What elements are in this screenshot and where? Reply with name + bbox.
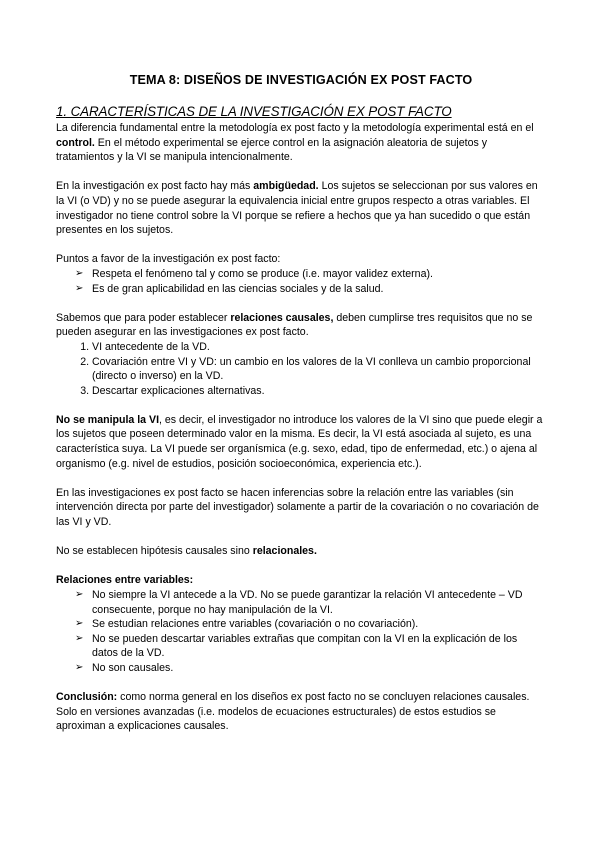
list-item: 3. Descartar explicaciones alternativas. xyxy=(92,384,546,399)
list-item-text: No siempre la VI antecede a la VD. No se puede garantizar la relación VI antecedente – VD consecuente, porque no hay manipulación de la VI. xyxy=(92,589,523,616)
text: En la investigación ex post facto hay más xyxy=(56,180,254,193)
list-item-text: No se pueden descartar variables extrañas que compitan con la VI en la explicación de los datos de la VD. xyxy=(92,632,518,660)
arrow-bullet-icon: ➢ xyxy=(75,618,84,630)
bold-text: Relaciones entre variables: xyxy=(56,574,194,587)
paragraph-control xyxy=(56,121,546,165)
bold-text: relaciones causales, xyxy=(230,311,334,324)
arrow-bullet-icon: ➢ xyxy=(75,661,84,673)
list-item xyxy=(75,632,546,661)
section-heading: 1. CARACTERÍSTICAS DE LA INVESTIGACIÓN EX POST FACTO xyxy=(56,104,452,119)
paragraph-ambiguity xyxy=(56,179,546,237)
paragraph-no-manipulation xyxy=(56,413,546,471)
bold-text: relacionales. xyxy=(252,545,317,558)
text: Sabemos que para poder establecer xyxy=(56,311,231,324)
text: La diferencia fundamental entre la metodología ex post facto y la metodología experimental está en el xyxy=(56,122,534,134)
list-item xyxy=(75,267,546,282)
list-item: 1. VI antecedente de la VD. xyxy=(92,340,546,355)
list-item-text: No son causales. xyxy=(92,661,174,674)
text: , es decir, el investigador no introduce los valores de la VI sino que puede elegir a los sujetos que poseen determinado valor en la misma. Es decir, la VI está asociada al sujeto, es una característica suya. La VI puede ser organísmica (e.g. sexo, edad, tipo de enfermedad, etc.) o ajena al organismo (e.g. nivel de estudios, posición socioeconómica, experiencia etc.). xyxy=(56,413,543,470)
paragraph-causal xyxy=(56,311,546,340)
text: como norma general en los diseños ex post facto no se concluyen relaciones causales. Solo en versiones avanzadas (i.e. modelos de ecuaciones estructurales) de estos estudios se aproximan a explicaciones causales. xyxy=(56,691,530,733)
causal-requirements-list xyxy=(56,340,546,398)
bold-text: ambigüedad. xyxy=(253,180,319,193)
text: Los sujetos se seleccionan por sus valores en la VI (o VD) y no se puede asegurar la equivalencia inicial entre grupos respecto a otras variables. El investigador no tiene control sobre la VI porque se refiere a hechos que ya han sucedido o que están presentes en los sujetos. xyxy=(56,180,538,237)
list-item-text: Se estudian relaciones entre variables (covariación o no covariación). xyxy=(92,618,419,631)
text: deben cumplirse tres requisitos que no se pueden asegurar en las investigaciones ex post facto. xyxy=(56,311,533,339)
list-item: 2. Covariación entre VI y VD: un cambio en los valores de la VI conlleva un cambio proporcional (directo o inverso) en la VD. xyxy=(92,355,546,384)
relations-list xyxy=(56,588,546,676)
bold-text: control. xyxy=(56,136,95,149)
arrow-bullet-icon: ➢ xyxy=(75,282,84,294)
page-title: TEMA 8: DISEÑOS DE INVESTIGACIÓN EX POST FACTO xyxy=(129,73,473,87)
paragraph-conclusion xyxy=(56,690,546,734)
list-item-text: Es de gran aplicabilidad en las ciencias sociales y de la salud. xyxy=(92,282,384,295)
arrow-bullet-icon: ➢ xyxy=(75,589,84,600)
list-item xyxy=(75,617,546,632)
favor-list xyxy=(56,267,546,296)
list-item xyxy=(75,588,546,617)
paragraph-inferences: En las investigaciones ex post facto se hacen inferencias sobre la relación entre las variables (sin intervención directa por parte del investigador) solamente a partir de la covariación o no covariación de las VI y VD. xyxy=(56,486,539,529)
arrow-bullet-icon: ➢ xyxy=(75,632,84,644)
arrow-bullet-icon: ➢ xyxy=(75,267,84,279)
list-item xyxy=(75,282,546,297)
paragraph-hypotheses xyxy=(56,544,546,559)
list-item xyxy=(75,661,546,676)
bold-text: No se manipula la VI xyxy=(56,413,160,426)
favor-intro: Puntos a favor de la investigación ex post facto: xyxy=(56,253,281,266)
text: No se establecen hipótesis causales sino xyxy=(56,545,253,558)
text: En el método experimental se ejerce control en la asignación aleatoria de sujetos y tratamientos y la VI se manipula intencionalmente. xyxy=(56,136,488,164)
bold-text: Conclusión: xyxy=(56,691,118,704)
list-item-text: Respeta el fenómeno tal y como se produce (i.e. mayor validez externa). xyxy=(92,267,433,280)
relations-heading xyxy=(56,573,546,588)
document-page xyxy=(56,72,546,749)
